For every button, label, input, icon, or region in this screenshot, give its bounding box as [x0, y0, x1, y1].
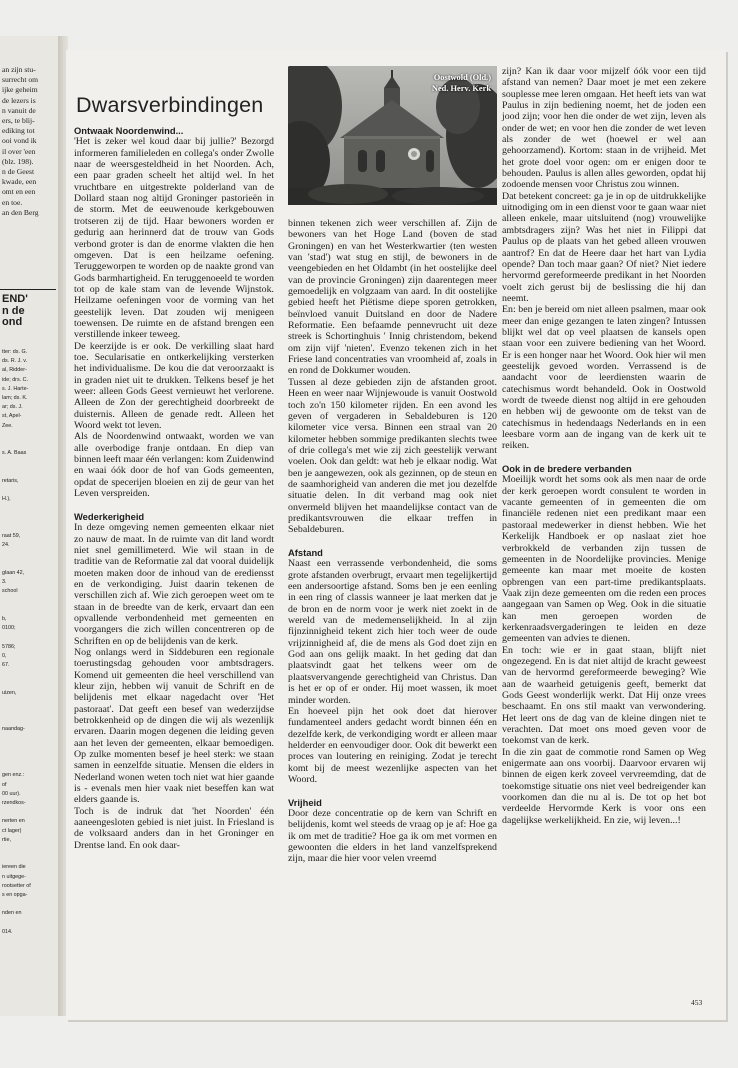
paragraph: Tussen al deze gebieden zijn de afstanden groot. Heen en weer naar Wijnjewoude is vanuit Oostwold toch zo'n 150 kilometer rijden. En een avond les geven of vergaderen in Sebaldeburen is 120 kilometer vice versa. Binnen een straal van 20 kilometer hebben sommige predikanten slechts twee of drie collega's met wie zij zich geestelijk verwant voelen. Ook dan geldt: wat heb je elkaar nodig. Wat ben je aangewezen, ook als gezinnen, op de steun en de saamhorigheid van anderen die met jou dezelfde situatie delen. In dit verband mag ook niet onvermeld blijven het maandelijkse contact van de predikantsvrouwen die elkaar treffen in Sebaldeburen.	[288, 376, 497, 536]
left-page-colophon-line: ds. R. J. v.	[2, 358, 28, 365]
left-page-colophon-line	[2, 550, 58, 559]
left-page-colophon-line: ar; ds. J.	[2, 404, 23, 411]
left-page-line: (blz. 198).	[2, 156, 34, 166]
left-page-colophon-line: lam; ds. K.	[2, 395, 28, 402]
left-page-colophon-line: 5786;	[2, 643, 16, 650]
left-page-colophon-line	[2, 560, 58, 569]
paragraph: Naast een verrassende verbondenheid, die soms grote afstanden overbrugt, ervaart men tegelijkertijd een andersoortige afstand. Soms ben je een eenling in een ring of classis wanneer je laat merken dat je de bron en de norm voor je werk niet zoekt in de wereld van de medemenselijkheid. In al zijn fijnzinnigheid tekent zich hier toch weer de oude vrijzinnigheid af, die de mens als God doet zijn en God aan ons gelijk maakt. In het geding dat dan plaatsvindt gaat het telkens weer om de plaatsvervangende gerechtigheid van Christus. Dan is het er op of er onder. Hij moet wassen, ik moet minder worden.	[288, 558, 497, 706]
left-page-colophon-line	[2, 504, 58, 513]
article-column-3	[502, 66, 706, 826]
paragraph: 'Het is zeker wel koud daar bij jullie?' Bezorgd informeren familieleden en collega's onder Zwolle naar de weersgesteldheid in het Noorden. Ach, een paar graden scheelt het altijd wel. In het vruchtbare en uitgestrekte polderland van de Dollard staan nog altijd Groninger pastorieën in de storm. Met de eeuwenoude kerkgebouwen trotseren zij de tijd. Haar bewoners worden er gedurig aan herinnerd dat de trouw van Gods verbond groter is dan de enorme vlakten die hen omgeven. Dat is een heilzame oefening. Teruggeworpen te worden op de naakte grond van Gods barmhartigheid. En teruggenoeeld te worden tot op de kale stam van de levende Wijnstok. Heilzame oefeningen voor de vorming van het geestelijk leven. Dat zouden wij menigeen toewensen. De ruimte en de afstand brengen een verstillende inkeer teweeg.	[74, 136, 274, 341]
left-page-colophon-line	[2, 845, 58, 854]
paragraph: Toch is de indruk dat 'het Noorden' één aaneengesloten gebied is niet juist. In Friesland is de volksaard anders dan in het Groninger en Drentse land. En ook daar-	[74, 805, 274, 851]
left-page-colophon-line	[2, 431, 58, 440]
section-heading: Vrijheid	[288, 796, 322, 808]
left-page-colophon-line	[2, 523, 58, 532]
page-number: 453	[691, 998, 703, 1007]
left-page-line: n de Geest	[2, 167, 35, 177]
article-title: Dwarsverbindingen	[76, 93, 264, 117]
left-page-line: an den Berg	[2, 207, 39, 217]
left-page-colophon-line: nden en	[2, 910, 22, 917]
left-page-colophon	[2, 348, 58, 937]
paragraph: Moeilijk wordt het soms ook als men naar de orde der kerk geroepen wordt consulent te worden in vacante gemeenten of in gemeenten die om financiële redenen niet een predikant maar een pastoraal medewerker in dienst hebben. Wie het Kerkelijk Handboek er op naslaat ziet hoe verbrokkeld de verbanden zijn tussen de gemeenten in de Noordelijke provincies. Menige gemeente kan maar met moeite de kosten opbrengen van een part-time predikantsplaats. Vaak zijn deze gemeenten om die reden een proces aangegaan van Samen op Weg. Ook in die situatie kan men geroepen worden de kerkenraadsvergaderingen te leiden en deze gemeenten van advies te dienen.	[502, 474, 706, 645]
left-page-colophon-line: nerten en	[2, 818, 25, 825]
left-page-colophon-line: iereen die	[2, 864, 26, 871]
left-page-colophon-line: 014.	[2, 928, 13, 935]
church-photo	[288, 66, 497, 205]
paragraph-gap	[502, 452, 706, 463]
left-page-colophon-line: gen enz.:	[2, 772, 25, 779]
left-page-colophon-line: 67.	[2, 661, 10, 668]
paragraph: En: ben je bereid om niet alleen psalmen, maar ook meer dan enige gezangen te laten zingen? Intussen blijkt wel dat op veel plaatsen de kansels open staan voor een zuivere bediening van het Woord. Er is een honger naar het Woord. Ook hier wil men geestelijk gevoed worden. Verrassend is de aandacht voor de leerdiensten waarin de catechismus wordt behandeld. Ook in Oostwold wordt de tweede dienst nog altijd in ere gehouden en hebben wij de gewoonte om de tekst van de catechismus in hedendaags Nederlands en in een leesbare vorm aan de ingang van de kerk uit te reiken.	[502, 304, 706, 452]
left-page-colophon-line: school	[2, 588, 18, 595]
left-page-line: n vanuit de	[2, 105, 36, 115]
left-page-colophon-line: glaan 42,	[2, 569, 25, 576]
left-page-colophon-line: raat 59,	[2, 533, 21, 540]
left-page-colophon-line	[2, 670, 58, 679]
left-page-colophon-line: retaris,	[2, 477, 19, 484]
left-page-box-title	[2, 294, 28, 329]
left-page-colophon-line: s. A. Baas	[2, 450, 27, 457]
paragraph: In die zin gaat de commotie rond Samen op Weg enigermate aan ons voorbij. Daarvoor ervaren wij binnen de eigen kerk zoveel vervreemding, dat de toekomstige situatie ons niet veel bedreigender kan voorkomen dan die nu al is. De tot op het bot verdeelde Hervormde Kerk is voor ons een dagelijkse werkelijkheid. En zie, wij leven...!	[502, 746, 706, 826]
left-page-colophon-line: 0100;	[2, 625, 16, 632]
left-page-box-title-line: ond	[2, 316, 23, 328]
left-page-colophon-line	[2, 606, 58, 615]
left-page-colophon-line: naandag-	[2, 726, 25, 733]
left-page-line: ooi vond ik	[2, 136, 37, 146]
left-page-colophon-line	[2, 753, 58, 762]
left-page-colophon-line: 3.	[2, 579, 7, 586]
left-page-line: de lezers is	[2, 95, 36, 105]
section-heading: Ontwaak Noordenwind...	[74, 125, 184, 136]
article-column-1	[74, 125, 274, 851]
left-page-colophon-line	[2, 744, 58, 753]
paragraph: En hoeveel pijn het ook doet dat hierover fundamenteel anders gedacht wordt binnen één en dezelfde kerk, de verkondiging wordt er alleen maar helderder en eenvoudiger door. Ook dit bewerkt een proces van loutering en reiniging. Zodat je terecht komt bij de meest wezenlijke aspecten van het Woord.	[288, 705, 497, 785]
left-page-colophon-line: rtie,	[2, 836, 11, 843]
left-page-colophon-line: s en opga-	[2, 891, 28, 898]
left-page-colophon-line: ct lager)	[2, 827, 22, 834]
left-page-colophon-line	[2, 458, 58, 467]
left-page-colophon-line: b,	[2, 615, 7, 622]
paragraph: Dat betekent concreet: ga je in op de uitdrukkelijke uitnodiging om in een dienst voor te gaan waar niet alleen enkele, maar uitsluitend (nog) vrouwelijke ambtsdragers zijn? Was het niet in Filippi dat Paulus op de plaats van het gebed alleen vrouwen aantrof? En dat de Heere daar het hart van Lydia opende? Dan toch maar gaan? Of niet? Niet iedere hervormd gereformeerde predikant in het Noorden voelt zich gerust bij de beslissing die hij dan neemt.	[502, 190, 706, 304]
left-page-colophon-line: rootsetter of	[2, 882, 31, 889]
left-page-line: ediking tot	[2, 126, 35, 136]
left-page-colophon-line	[2, 468, 58, 477]
left-page-line: ers, te blij-	[2, 116, 35, 126]
photo-caption-line-2: Ned. Herv. Kerk	[431, 83, 491, 93]
section-heading: Wederkerigheid	[74, 510, 145, 522]
left-page-colophon-line: n uitgege-	[2, 873, 26, 880]
left-page-colophon-line	[2, 762, 58, 771]
paragraph: Nog onlangs werd in Siddeburen een regionale toerustingsdag gehouden voor ambtsdragers. Komend uit gemeenten die heel verschillend van kleur zijn, hebben wij vanuit de Schrift en de belijdenis met elkaar nagedacht over 'Het pastoraat'. Dat geeft een besef van wederzijdse betrokkenheid op de dingen die wij als wezenlijk ervaren. Daarin mogen degenen die leiding geven aan het leven der gemeenten, elkaar bemoedigen. Op zulke momenten besef je heel sterk: we staan samen in eenzelfde situatie. Mensen die elders in Nederland wonen weten toch niet wat hier gaande is - evenals men hier vaak niet beseffen kan wat elders gaande is.	[74, 646, 274, 806]
left-page-colophon-line	[2, 486, 58, 495]
left-page-colophon-line: 00 uur).	[2, 790, 21, 797]
paragraph: In deze omgeving nemen gemeenten elkaar niet zo nauw de maat. In de ruimte van dit land wordt niet snel gemillimeterd. Wie wil staan in de traditie van de Reformatie zal dat vooral duidelijk moeten maken door de inhoud van de erediensst en de verkondiging. Juist daarin tekenen de verschillen zich af. Wie zich geroepen weet om te staan in de breedte van de kerk, ervaart dan een opvallende verbondenheid met gemeenten en voorgangers die zich willen concentreren op de Schriften en op de belijdenis van de kerk.	[74, 522, 274, 647]
paragraph-gap	[288, 536, 497, 547]
left-page-text	[0, 36, 58, 218]
left-page-box-title-line: n de	[2, 304, 25, 317]
left-page-line: il over 'een	[2, 146, 36, 156]
left-page-line: ijke geheim	[2, 85, 38, 95]
paragraph-gap	[74, 499, 274, 510]
paragraph: De keerzijde is er ook. De verkilling slaat hard toe. Secularisatie en ontkerkelijking versterken het individualisme. De kou die dat veroorzaakt is in graden niet uit te drukken. Telkens besef je het weer: alleen Gods Geest vernieuwt het verlorene. Alleen de Zon der gerechtigheid doorbreekt de duisternis. Alleen de genade redt. Alleen het Woord wekt tot leven.	[74, 340, 274, 431]
paragraph-gap	[288, 785, 497, 796]
left-page-box-title-line: END'	[2, 293, 28, 305]
left-page-colophon-line	[2, 919, 58, 928]
left-page-colophon-line	[2, 596, 58, 605]
left-page-colophon-line: 0,	[2, 652, 7, 659]
left-page-line: omt en een	[2, 187, 36, 197]
left-page-colophon-line: tter: ds. G.	[2, 349, 28, 355]
paragraph: Als de Noordenwind ontwaakt, worden we van alle overbodige franje ontdaan. En diep van binnen leeft maar één verlangen: kom Zuidenwind en waai óók door de hof van Gods gemeenten, opdat de specerijen bloeien en zij de geur van het Leven verspreiden.	[74, 431, 274, 500]
left-page-colophon-line	[2, 854, 58, 863]
left-page-colophon-line: rzendkos-	[2, 799, 26, 806]
left-page-line: surrecht om	[2, 75, 39, 85]
photo-caption-line-1: Oostwold (Old.)	[433, 73, 491, 82]
section-heading: Afstand	[288, 546, 323, 558]
left-page-colophon-line	[2, 440, 58, 449]
left-page-colophon-line: 24.	[2, 542, 10, 549]
left-page-colophon-line	[2, 900, 58, 909]
left-page-colophon-line	[2, 698, 58, 707]
left-page-colophon-line	[2, 679, 58, 688]
left-page-line: an zijn stu-	[2, 65, 36, 74]
left-page-colophon-line: H.),	[2, 496, 11, 503]
left-page-colophon-line	[2, 707, 58, 716]
photo-caption	[432, 73, 491, 94]
left-page-strip	[0, 36, 58, 1016]
left-page-colophon-line	[2, 735, 58, 744]
left-page-colophon-line	[2, 514, 58, 523]
left-page-line: kwade, een	[2, 177, 37, 187]
left-page-colophon-line: of	[2, 781, 7, 788]
section-heading: Ook in de bredere verbanden	[502, 463, 632, 475]
left-page-colophon-line: ide; drs. C.	[2, 376, 29, 383]
left-page-line: en toe.	[2, 197, 23, 207]
left-page-colophon-line	[2, 716, 58, 725]
article-column-2	[288, 218, 497, 865]
left-page-colophon-line	[2, 633, 58, 642]
left-page-colophon-line: Zee.	[2, 422, 13, 429]
left-page-colophon-line: uizen,	[2, 689, 17, 696]
paragraph: Door deze concentratie op de kern van Schrift en belijdenis, komt wel steeds de vraag op je af: Hoe ga ik om met de traditie? Hoe ga ik om met vormen en gewoonten die elders in het land vanzelfsprekend zijn, maar die hier voor velen vreemd	[288, 808, 497, 865]
left-page-colophon-line	[2, 808, 58, 817]
left-page-colophon-line: s. J. Harte-	[2, 385, 29, 392]
paragraph: zijn? Kan ik daar voor mijzelf óók voor een tijd afstand van nemen? Daar moet je met een zekere souplesse mee leren omgaan. Het heeft iets van wat Paulus in zijn bediening noemt, het de joden een jood zijn; voor hen die onder de wet zijn, leven als onder de wet; en voor hen die zonder de wet leven als zonder de wet (hoewel er wel aan gehoorzamend). Kortom: staan in de vrijheid. Met het grote doel voor ogen: om er enigen door te behouden. Paulus is allen alles geworden, opdat hij zodoende mensen voor Christus zou winnen.	[502, 66, 706, 191]
paragraph: binnen tekenen zich weer verschillen af. Zijn de bewoners van het Hoge Land (boven de stad Groningen) en van het Westerkwartier (ten westen van 'stad') wat stug en stijl, de bewoners in de veengebieden en het Oldambt (in het oostelijke deel van de provincie Groningen) zijn daarentegen meer gemoedelijk en volgzaam van aard. In dit oostelijke gebied heeft het Piëtisme diepe sporen getrokken, beïnvloed vanuit Duitsland en door de Nadere Reformatie. Een befaamde pennevrucht uit deze streek is Schortinghuis ' Innig christendom, bekend om zijn vijf 'nieten'. Evenzo tekenen zich in het Friese land concentraties van vroomheid af, zoals in en rond de Dokkumer wouden.	[288, 218, 497, 377]
left-page-colophon-line: st, Apel-	[2, 413, 22, 420]
paragraph: En toch: wie er in gaat staan, blijft niet ongezegend. En is dat niet altijd de kracht geweest van de hervormd gereformeerde beweging? Wie aan de waarheid getuigenis geeft, bemerkt dat Gods Geest wonderlijk werkt. Dat Hij onze vrees beschaamt. En ons stil maakt van verwondering. Het leert ons de dag van de kleine dingen niet te verachten. Dat moet ons moed geven voor de toekomst van de kerk.	[502, 644, 706, 747]
left-page-colophon-line: al, Ridder-	[2, 367, 27, 374]
